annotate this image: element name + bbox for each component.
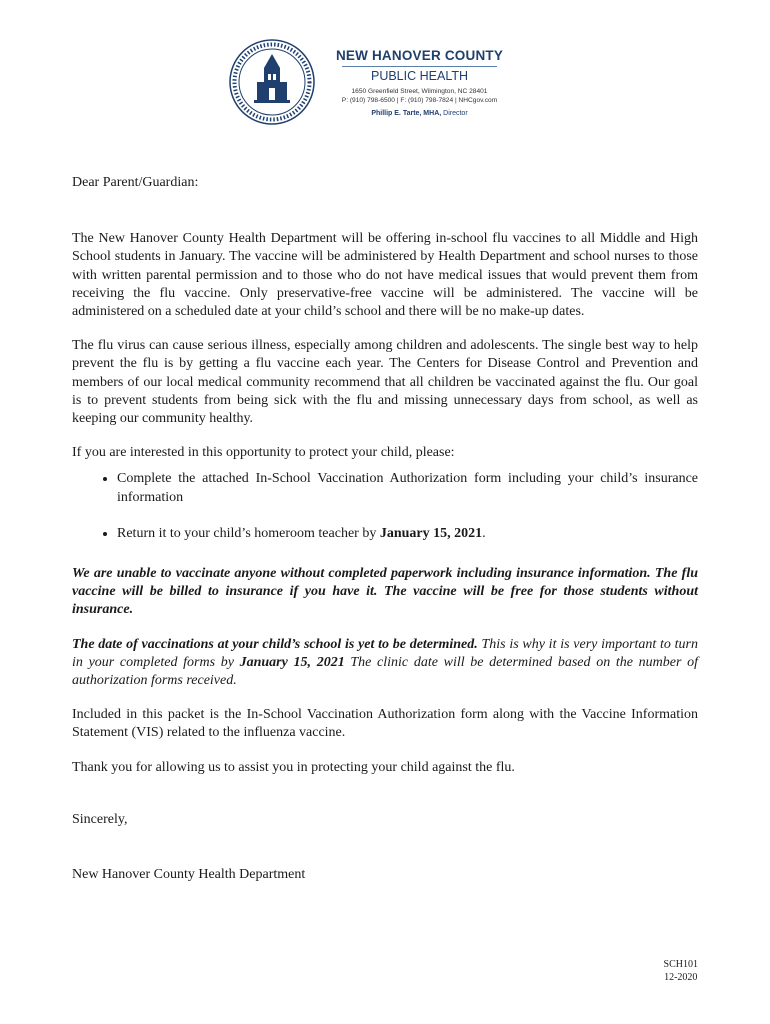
- letterhead: [228, 38, 588, 128]
- paragraph-5: [72, 636, 698, 691]
- p5-date: January 15, 2021: [239, 654, 345, 670]
- paragraph-3: If you are interested in this opportunity to protect your child, please:: [72, 445, 455, 461]
- list-item: [117, 525, 698, 543]
- form-footer: [664, 958, 698, 984]
- county-seal-icon: [228, 38, 316, 126]
- director-line: [332, 110, 507, 117]
- director-title: Director: [443, 110, 468, 117]
- instruction-list: [72, 470, 698, 543]
- paragraph-1: The New Hanover County Health Department will be offering in-school flu vaccines to all Middle and High School students in January. The vaccine will be administered by Health Department and school nurses to those with written parental permission and to those who do not have medical issues that would prevent them from receiving the flu vaccine. Only preservative-free vaccine will be administered. The vaccine will be administered on a scheduled date at your child’s school and there will be no make-up dates.: [72, 231, 698, 320]
- p5-mid: This is why it is very important to turn in your completed forms by: [72, 636, 698, 670]
- bullet2-end: .: [482, 525, 486, 541]
- signer: New Hanover County Health Department: [72, 867, 306, 883]
- dept-name: PUBLIC HEALTH: [342, 66, 497, 83]
- contact-info: P: (910) 798-6500 | F: (910) 798-7824 | NHCgov.com: [341, 97, 498, 104]
- org-name: NEW HANOVER COUNTY: [335, 48, 504, 63]
- paragraph-4: We are unable to vaccinate anyone without completed paperwork including insurance information. The flu vaccine will be billed to insurance if you have it. The vaccine will be free for those students without insurance.: [72, 566, 698, 618]
- closing: Sincerely,: [72, 811, 128, 827]
- form-date: 12-2020: [664, 972, 698, 983]
- bullet2-text: Return it to your child’s homeroom teacher by: [117, 525, 380, 541]
- deadline-date: January 15, 2021: [379, 525, 483, 541]
- director-name: Phillip E. Tarte, MHA,: [371, 110, 442, 117]
- paragraph-6: Included in this packet is the In-School Vaccination Authorization form along with the Vaccine Information Statement (VIS) related to the influenza vaccine.: [72, 707, 698, 741]
- p5-bold: The date of vaccinations at your child’s school is yet to be determined.: [72, 636, 478, 652]
- greeting: Dear Parent/Guardian:: [72, 175, 199, 190]
- p5-end: The clinic date will be determined based on the number of authorization forms received.: [72, 654, 698, 689]
- letter-body: [72, 174, 698, 884]
- form-code: SCH101: [663, 959, 698, 970]
- paragraph-2: The flu virus can cause serious illness, especially among children and adolescents. The single best way to help prevent the flu is by getting a flu vaccine each year. The Centers for Disease Control and Prevention and members of our local medical community recommend that all children be vaccinated against the flu. Our goal is to prevent students from being sick with the flu and missing unnecessary days from school, as well as keeping our community healthy.: [72, 338, 698, 427]
- paragraph-7: Thank you for allowing us to assist you in protecting your child against the flu.: [72, 759, 515, 775]
- list-item: • Complete the attached In-School Vaccination Authorization form including your child’s insurance information: [117, 470, 698, 506]
- address: 1650 Greenfield Street, Wilmington, NC 28401: [351, 88, 488, 95]
